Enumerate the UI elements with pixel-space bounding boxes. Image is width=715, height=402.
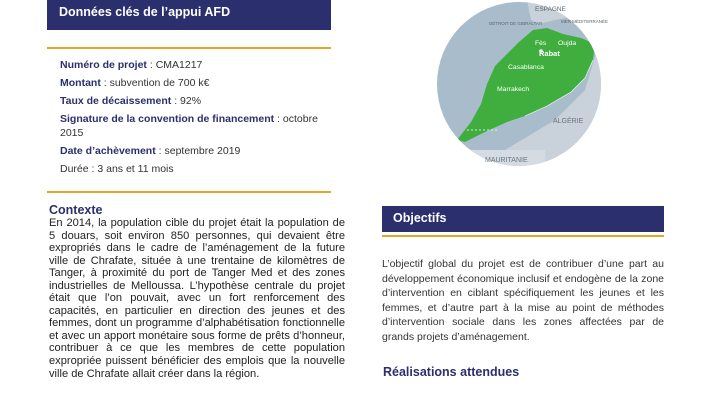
- key-data-value: 92%: [180, 95, 202, 107]
- map-city-fes: Fès: [535, 40, 547, 47]
- map-city-casablanca: Casablanca: [508, 64, 544, 71]
- key-data-value: CMA1217: [155, 59, 203, 71]
- morocco-map-graphic: [435, 0, 609, 172]
- map-label-algeria: ALGÉRIE: [553, 118, 584, 125]
- key-data-item-project-number: Numéro de projet : CMA1217: [60, 59, 203, 71]
- map-city-oujda: Oujda: [558, 40, 577, 47]
- map-label-mediterranean: MER MÉDITERRANÉE: [561, 19, 609, 24]
- key-data-top-divider: [47, 47, 331, 49]
- objectifs-title: Objectifs: [393, 211, 447, 225]
- key-data-value: subvention de 700 k€: [109, 77, 210, 89]
- key-data-label: Signature de la convention de financement: [60, 113, 275, 125]
- morocco-map: [435, 0, 609, 172]
- objectifs-divider: [382, 235, 664, 237]
- contexte-title: Contexte: [49, 203, 103, 217]
- key-data-item-disbursement-rate: Taux de décaissement : 92%: [60, 95, 202, 107]
- map-label-spain: ESPAGNE: [535, 6, 566, 13]
- key-data-duration: Durée : 3 ans et 11 mois: [60, 163, 174, 175]
- map-city-rabat: Rabat: [539, 49, 560, 58]
- key-data-label: Montant: [60, 77, 101, 89]
- key-data-bottom-divider: [47, 191, 331, 193]
- realisations-title: Réalisations attendues: [383, 365, 520, 379]
- key-data-label: Numéro de projet: [60, 59, 147, 71]
- key-data-header: [47, 0, 331, 30]
- map-city-marrakech: Marrakech: [497, 86, 530, 93]
- key-data-item-completion-date: Date d’achèvement : septembre 2019: [60, 145, 241, 157]
- key-data-title: Données clés de l’appui AFD: [59, 5, 231, 19]
- key-data-value: septembre 2019: [164, 145, 241, 157]
- key-data-label: Date d’achèvement: [60, 145, 156, 157]
- key-data-item-amount: Montant : subvention de 700 k€: [60, 77, 210, 89]
- map-label-mauritania: MAURITANIE: [485, 157, 528, 164]
- key-data-item-signature: Signature de la convention de financement : octobre 2015: [60, 113, 318, 139]
- key-data-label: Taux de décaissement: [60, 95, 172, 107]
- key-data-value: octobre 2015: [60, 113, 318, 139]
- objectifs-header: [382, 206, 664, 232]
- objectifs-body: L’objectif global du projet est de contribuer d’une part au développement économique inclusif et endogène de la zone d’intervention en ciblant spécifiquement les jeunes et les femmes, et d’autre part à la mise au point de méthodes d’intervention sociale dans les zones affectées par de grands projets d’aménagement.: [382, 258, 664, 343]
- contexte-body: En 2014, la population cible du projet était la population de 5 douars, soit environ 850 personnes, qui devaient être expropriés dans le cadre de l’aménagement de la future ville de Chrafate, située à une trentaine de kilomètres de Tanger, à proximité du port de Tanger Med et des zones industrielles de Melloussa. L’hypothèse centrale du projet était que l’on pouvait, avec un fort renforcement des capacités, en particulier en direction des jeunes et des femmes, dont un programme d’alphabétisation fonctionnelle et avec un apport monétaire sous forme de prêts d’honneur, contribuer à ce que les membres de cette population expropriée puissent bénéficier des emplois que la nouvelle ville de Chrafate allait créer dans la région.: [49, 217, 345, 380]
- key-data-list: [60, 58, 322, 180]
- map-label-strait: DÉTROIT DE GIBRALTAR: [489, 21, 543, 26]
